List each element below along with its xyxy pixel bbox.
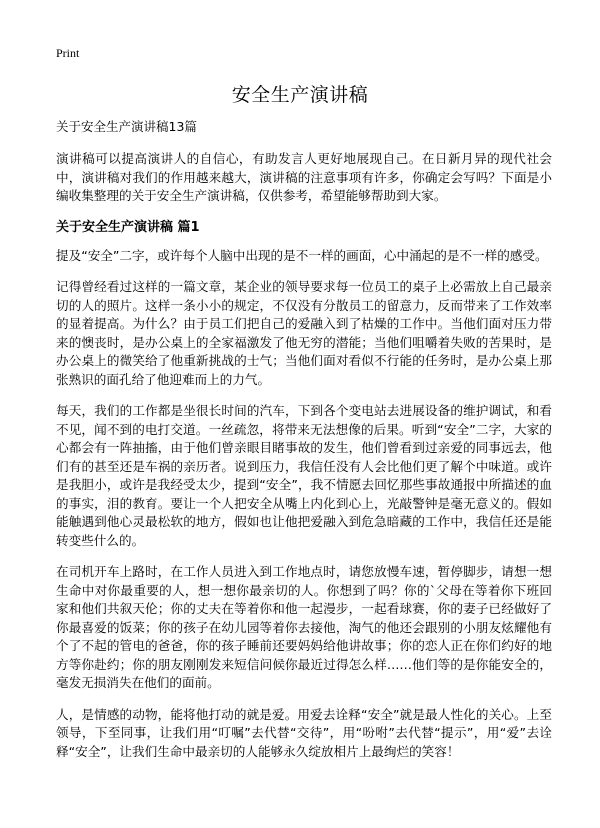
body-paragraph: 每天，我们的工作都是坐很长时间的汽车，下到各个变电站去进展设备的维护调试，和看不见，闻不到的电打交道。一丝疏忽，将带来无法想像的后果。听到“安全”二字，大家的心都会有一阵抽搐，由于他们曾亲眼目睹事故的发生，他们曾看到过亲爱的同事远去，他们有的甚至还是车祸的亲历者。说到压力，我信任没有人会比他们更了解个中味道。或许是我胆小，或许是我经受太少，提到“安全”，我不情愿去回忆那些事故通报中所描述的血的事实，泪的教育。要让一个人把安全从嘴上内化到心上，光敲警钟是毫无意义的。假如能触遇到他心灵最松软的地方，假如也让他把爱融入到危急暗藏的工作中，我信任还是能转变些什么的。 bbox=[56, 403, 552, 548]
body-paragraph: 提及“安全”二字，或许每个人脑中出现的是不一样的画面，心中涌起的是不一样的感受。 bbox=[56, 247, 548, 263]
body-paragraph: 在司机开车上路时，在工作人员进入到工作地点时，请您放慢车速，暂停脚步，请想一想生命中对你最重要的人，想一想你最亲切的人。你想到了吗？你的`父母在等着你下班回家和他们共叙天伦；你的丈夫在等着你和他一起漫步，一起看球赛，你的妻子已经做好了你最喜爱的饭菜；你的孩子在幼儿园等着你去接他，淘气的他还会跟别的小朋友炫耀他有个了不起的管电的爸爸，你的孩子睡前还要妈妈给他讲故事；你的恋人正在你们约好的地方等你赴约；你的朋友刚刚发来短信问候你最近过得怎么样……他们等的是你能安全的，毫发无损消失在他们的面前。 bbox=[56, 564, 552, 690]
body-paragraph: 记得曾经看过这样的一篇文章，某企业的领导要求每一位员工的桌子上必需放上自己最亲切的人的照片。这样一条小小的规定，不仅没有分散员工的留意力，反而带来了工作效率的显着提高。为什么？由于员工们把自己的爱融入到了枯燥的工作中。当他们面对压力带来的懊丧时，是办公桌上的全家福激发了他无穷的潜能；当他们咀嚼着失败的苦果时，是办公桌上的微笑给了他重新挑战的士气；当他们面对看似不行能的任务时，是办公桌上那张熟识的面孔给了他迎难而上的力气。 bbox=[56, 279, 552, 387]
document-body bbox=[56, 118, 552, 774]
document-subtitle: 关于安全生产演讲稿13篇 bbox=[56, 119, 197, 134]
print-label: Print bbox=[56, 46, 80, 60]
intro-paragraph: 演讲稿可以提高演讲人的自信心，有助发言人更好地展现自己。在日新月异的现代社会中，演讲稿对我们的作用越来越大，演讲稿的注意事项有许多，你确定会写吗？下面是小编收集整理的关于安全生产演讲稿，仅供参考，希望能够帮助到大家。 bbox=[56, 151, 552, 203]
section-heading: 关于安全生产演讲稿 篇1 bbox=[56, 219, 200, 235]
document-title: 安全生产演讲稿 bbox=[231, 84, 369, 106]
body-paragraph: 人，是情感的动物，能将他打动的就是爱。用爱去诠释“安全”就是最人性化的关心。上至领导，下至同事，让我们用“叮嘱”去代替“交待”，用“吩咐”去代替“提示”，用“爱”去诠释“安全”，让我们生命中最亲切的人能够永久绽放相片上最绚烂的笑容！ bbox=[56, 706, 552, 759]
